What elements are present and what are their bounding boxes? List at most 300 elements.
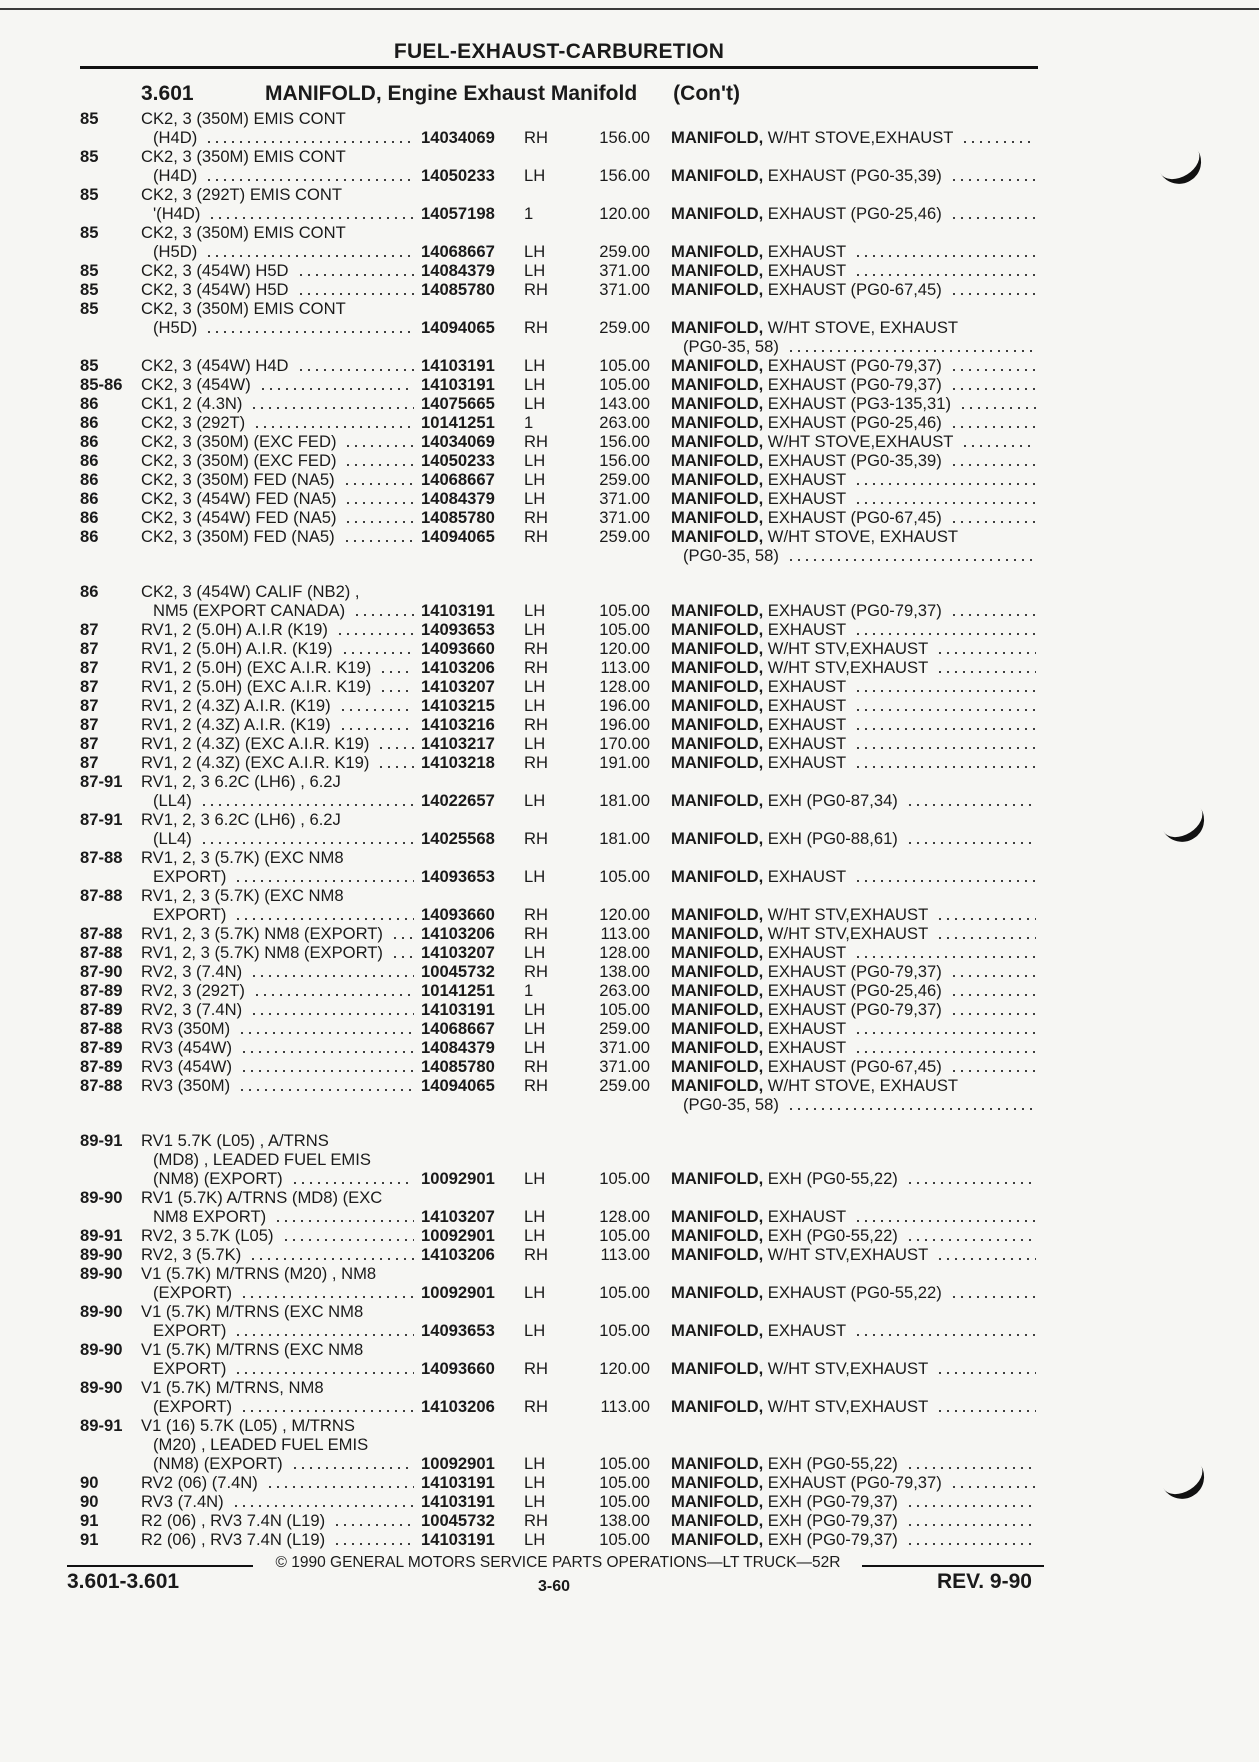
dot-leader: [854, 274, 1036, 276]
model-year: 85: [80, 109, 99, 128]
application: EXPORT): [153, 905, 227, 924]
part-number: 10092901: [421, 1226, 495, 1245]
description-detail: EXHAUST: [763, 715, 847, 734]
description-detail: EXHAUST: [763, 734, 847, 753]
dot-leader: [906, 1543, 1036, 1545]
description-noun: MANIFOLD,: [671, 1473, 764, 1492]
part-description: [671, 658, 928, 677]
description-noun: MANIFOLD,: [671, 1000, 764, 1019]
part-description: [671, 489, 846, 508]
quantity: RH: [524, 715, 548, 734]
application: (H5D): [153, 318, 198, 337]
part-number: 14103191: [421, 601, 495, 620]
quantity: RH: [524, 1076, 548, 1095]
dot-leader: [344, 464, 414, 466]
description-noun: MANIFOLD,: [671, 829, 764, 848]
description-detail: W/HT STV,EXHAUST: [763, 658, 929, 677]
dot-leader: [854, 483, 1036, 485]
price: 105.00: [599, 356, 650, 375]
parts-row: [0, 1283, 1259, 1302]
description-detail: EXHAUST (PG0-35,39): [763, 451, 942, 470]
price: 105.00: [599, 1454, 650, 1473]
description-noun: MANIFOLD,: [671, 470, 764, 489]
quantity: LH: [524, 1169, 546, 1188]
application: CK2, 3 (350M) FED (NA5): [141, 527, 335, 546]
price: 181.00: [599, 791, 650, 810]
description-noun: MANIFOLD,: [671, 356, 764, 375]
model-year: 85: [80, 261, 99, 280]
part-description: [671, 791, 898, 810]
parts-row: [0, 1095, 1259, 1114]
description-detail: W/HT STOVE, EXHAUST: [763, 1076, 959, 1095]
quantity: 1: [524, 413, 534, 432]
part-number: 14050233: [421, 451, 495, 470]
application: RV1, 2, 3 (5.7K) NM8 (EXPORT): [141, 943, 383, 962]
dot-leader: [200, 842, 414, 844]
quantity: RH: [524, 128, 548, 147]
quantity: LH: [524, 1321, 546, 1340]
description-noun: MANIFOLD,: [671, 1057, 764, 1076]
description-detail: W/HT STV,EXHAUST: [763, 1397, 929, 1416]
part-description: [671, 1473, 942, 1492]
part-number: 10045732: [421, 1511, 495, 1530]
parts-row: [0, 601, 1259, 620]
part-number: 14068667: [421, 1019, 495, 1038]
description-noun: MANIFOLD,: [671, 962, 764, 981]
model-year: 85-86: [80, 375, 123, 394]
application: (M20) , LEADED FUEL EMIS: [153, 1435, 369, 1454]
parts-row: [0, 337, 1259, 356]
parts-row: [0, 1076, 1259, 1095]
dot-leader: [250, 975, 414, 977]
quantity: LH: [524, 166, 546, 185]
model-year: 87: [80, 677, 99, 696]
dot-leader: [787, 1108, 1036, 1110]
dot-leader: [234, 1334, 414, 1336]
description-detail: W/HT STV,EXHAUST: [763, 924, 929, 943]
part-number: 14093653: [421, 1321, 495, 1340]
description-noun: MANIFOLD,: [671, 204, 764, 223]
description-noun: MANIFOLD,: [671, 432, 764, 451]
description-noun: MANIFOLD,: [671, 508, 764, 527]
part-description: [683, 546, 779, 565]
description-noun: MANIFOLD,: [671, 166, 764, 185]
dot-leader: [232, 1505, 414, 1507]
price: 371.00: [599, 1038, 650, 1057]
parts-row: [0, 753, 1259, 772]
model-year: 90: [80, 1473, 99, 1492]
quantity: LH: [524, 1473, 546, 1492]
parts-row: [0, 451, 1259, 470]
part-number: 14094065: [421, 1076, 495, 1095]
price: 191.00: [599, 753, 650, 772]
model-year: 87: [80, 658, 99, 677]
description-noun: MANIFOLD,: [671, 489, 764, 508]
application: (MD8) , LEADED FUEL EMIS: [153, 1150, 371, 1169]
parts-row: [0, 299, 1259, 318]
part-number: 14084379: [421, 261, 495, 280]
dot-leader: [249, 1258, 414, 1260]
parts-row: [0, 981, 1259, 1000]
description-noun: MANIFOLD,: [671, 791, 764, 810]
description-detail: W/HT STOVE,EXHAUST: [763, 128, 954, 147]
quantity: LH: [524, 1226, 546, 1245]
description-noun: MANIFOLD,: [671, 905, 764, 924]
dot-leader: [906, 1505, 1036, 1507]
application: NM5 (EXPORT CANADA): [153, 601, 346, 620]
description-noun: MANIFOLD,: [671, 1038, 764, 1057]
description-noun: MANIFOLD,: [671, 1492, 764, 1511]
parts-row: [0, 1340, 1259, 1359]
description-detail: EXH (PG0-79,37): [763, 1530, 898, 1549]
part-description: [671, 394, 951, 413]
application: RV1, 2, 3 (5.7K) (EXC NM8: [141, 848, 344, 867]
dot-leader: [297, 369, 414, 371]
application: RV2, 3 (7.4N): [141, 1000, 243, 1019]
price: 105.00: [599, 375, 650, 394]
description-noun: MANIFOLD,: [671, 715, 764, 734]
dot-leader: [950, 369, 1036, 371]
description-detail: W/HT STOVE, EXHAUST: [763, 527, 959, 546]
part-number: 10092901: [421, 1283, 495, 1302]
description-detail: EXHAUST (PG0-35,39): [763, 166, 942, 185]
parts-row: [0, 772, 1259, 791]
price: 371.00: [599, 489, 650, 508]
parts-row: [0, 582, 1259, 601]
parts-row: [0, 1454, 1259, 1473]
application: V1 (16) 5.7K (L05) , M/TRNS: [141, 1416, 355, 1435]
model-year: 86: [80, 470, 99, 489]
parts-row: [0, 639, 1259, 658]
quantity: LH: [524, 1000, 546, 1019]
dot-leader: [854, 766, 1036, 768]
application: RV1, 2 (4.3Z) A.I.R. (K19): [141, 715, 331, 734]
part-number: 14094065: [421, 527, 495, 546]
model-year: 87-88: [80, 886, 123, 905]
part-number: 14103207: [421, 1207, 495, 1226]
price: 196.00: [599, 696, 650, 715]
dot-leader: [936, 1372, 1036, 1374]
dot-leader: [854, 728, 1036, 730]
model-year: 89-90: [80, 1245, 123, 1264]
quantity: RH: [524, 639, 548, 658]
parts-row: [0, 658, 1259, 677]
description-detail: EXHAUST: [763, 470, 847, 489]
part-description: [671, 1397, 928, 1416]
part-number: 14103217: [421, 734, 495, 753]
parts-row: [0, 886, 1259, 905]
description-detail: W/HT STV,EXHAUST: [763, 1359, 929, 1378]
parts-row: [0, 962, 1259, 981]
price: 143.00: [599, 394, 650, 413]
description-noun: MANIFOLD,: [671, 734, 764, 753]
parts-row: [0, 620, 1259, 639]
description-detail: EXHAUST (PG0-67,45): [763, 508, 942, 527]
part-description: [671, 601, 942, 620]
quantity: LH: [524, 1492, 546, 1511]
page-header: FUEL-EXHAUST-CARBURETION: [393, 40, 725, 63]
description-detail: EXH (PG0-79,37): [763, 1492, 898, 1511]
description-noun: MANIFOLD,: [671, 620, 764, 639]
part-number: 14085780: [421, 508, 495, 527]
application: RV1, 2 (4.3Z) A.I.R. (K19): [141, 696, 331, 715]
description-detail: EXH (PG0-79,37): [763, 1511, 898, 1530]
model-year: 87-88: [80, 848, 123, 867]
description-noun: MANIFOLD,: [671, 943, 764, 962]
parts-list: [0, 109, 1259, 1549]
parts-row: [0, 1511, 1259, 1530]
parts-row: [0, 1321, 1259, 1340]
parts-row: [0, 261, 1259, 280]
description-detail: EXHAUST (PG0-25,46): [763, 981, 942, 1000]
description-noun: MANIFOLD,: [671, 924, 764, 943]
dot-leader: [961, 141, 1036, 143]
parts-row: [0, 1359, 1259, 1378]
description-noun: MANIFOLD,: [671, 394, 764, 413]
description-detail: EXHAUST: [763, 261, 847, 280]
application: (EXPORT): [153, 1283, 232, 1302]
part-description: [671, 432, 953, 451]
dot-leader: [205, 141, 414, 143]
description-detail: EXH (PG0-55,22): [763, 1454, 898, 1473]
part-number: 14103191: [421, 356, 495, 375]
dot-leader: [253, 426, 414, 428]
dot-leader: [854, 1334, 1036, 1336]
price: 105.00: [599, 1530, 650, 1549]
part-number: 10092901: [421, 1454, 495, 1473]
parts-row: [0, 432, 1259, 451]
parts-row: [0, 318, 1259, 337]
description-detail: EXHAUST (PG0-67,45): [763, 1057, 942, 1076]
description-detail: (PG0-35, 58): [683, 546, 779, 565]
application: RV2, 3 (7.4N): [141, 962, 243, 981]
application: V1 (5.7K) M/TRNS, NM8: [141, 1378, 324, 1397]
application: CK2, 3 (350M) (EXC FED): [141, 432, 337, 451]
dot-leader: [854, 880, 1036, 882]
dot-leader: [854, 1032, 1036, 1034]
part-number: 14094065: [421, 318, 495, 337]
footer-page-number: 3-60: [538, 1578, 571, 1595]
price: 259.00: [599, 318, 650, 337]
dot-leader: [391, 956, 414, 958]
price: 259.00: [599, 470, 650, 489]
dot-leader: [854, 690, 1036, 692]
parts-row: [0, 1169, 1259, 1188]
parts-row: [0, 1207, 1259, 1226]
quantity: RH: [524, 829, 548, 848]
description-noun: MANIFOLD,: [671, 451, 764, 470]
dot-leader: [950, 179, 1036, 181]
application: RV1, 2, 3 6.2C (LH6) , 6.2J: [141, 810, 341, 829]
part-description: [671, 261, 846, 280]
dot-leader: [341, 652, 414, 654]
part-number: 14084379: [421, 489, 495, 508]
model-year: 85: [80, 356, 99, 375]
part-number: 14103207: [421, 943, 495, 962]
application: CK2, 3 (454W) CALIF (NB2) ,: [141, 582, 360, 601]
application: RV3 (350M): [141, 1019, 231, 1038]
model-year: 87-88: [80, 1019, 123, 1038]
part-description: [671, 867, 846, 886]
quantity: RH: [524, 924, 548, 943]
model-year: 85: [80, 147, 99, 166]
parts-row: [0, 1473, 1259, 1492]
parts-row: [0, 1492, 1259, 1511]
part-number: 14025568: [421, 829, 495, 848]
application: RV2, 3 (292T): [141, 981, 245, 1000]
description-noun: MANIFOLD,: [671, 867, 764, 886]
dot-leader: [961, 445, 1036, 447]
dot-leader: [336, 633, 414, 635]
dot-leader: [936, 937, 1036, 939]
dot-leader: [250, 407, 414, 409]
description-detail: EXHAUST (PG0-25,46): [763, 204, 942, 223]
dot-leader: [259, 388, 414, 390]
price: 138.00: [599, 1511, 650, 1530]
application: CK2, 3 (454W): [141, 375, 251, 394]
parts-row: [0, 1435, 1259, 1454]
dot-leader: [297, 293, 414, 295]
quantity: RH: [524, 432, 548, 451]
description-detail: EXHAUST (PG0-79,37): [763, 1000, 942, 1019]
price: 105.00: [599, 1226, 650, 1245]
model-year: 89-91: [80, 1416, 123, 1435]
part-description: [671, 413, 942, 432]
description-detail: W/HT STV,EXHAUST: [763, 639, 929, 658]
price: 120.00: [599, 905, 650, 924]
dot-leader: [950, 1296, 1036, 1298]
price: 105.00: [599, 867, 650, 886]
parts-row: [0, 280, 1259, 299]
description-noun: MANIFOLD,: [671, 527, 764, 546]
part-description: [671, 527, 958, 546]
quantity: LH: [524, 489, 546, 508]
dot-leader: [240, 1051, 414, 1053]
application: EXPORT): [153, 867, 227, 886]
part-description: [671, 1076, 958, 1095]
description-noun: MANIFOLD,: [671, 1169, 764, 1188]
part-number: 10141251: [421, 981, 495, 1000]
model-year: 86: [80, 394, 99, 413]
application: '(H4D): [153, 204, 201, 223]
price: 196.00: [599, 715, 650, 734]
footer-copyright: © 1990 GENERAL MOTORS SERVICE PARTS OPERATIONS—LT TRUCK—52R: [275, 1554, 841, 1571]
parts-row: [0, 1264, 1259, 1283]
price: 105.00: [599, 1473, 650, 1492]
parts-row: [0, 204, 1259, 223]
quantity: RH: [524, 508, 548, 527]
part-description: [671, 943, 846, 962]
quantity: LH: [524, 867, 546, 886]
model-year: 89-91: [80, 1226, 123, 1245]
quantity: RH: [524, 1511, 548, 1530]
application: (NM8) (EXPORT): [153, 1454, 283, 1473]
description-detail: EXHAUST: [763, 489, 847, 508]
part-description: [671, 356, 942, 375]
dot-leader: [906, 1182, 1036, 1184]
price: 156.00: [599, 432, 650, 451]
part-description: [671, 753, 846, 772]
parts-row: [0, 1038, 1259, 1057]
price: 371.00: [599, 1057, 650, 1076]
part-description: [671, 734, 846, 753]
description-detail: EXHAUST: [763, 753, 847, 772]
dot-leader: [936, 1258, 1036, 1260]
part-number: 14093660: [421, 905, 495, 924]
parts-row: [0, 1131, 1259, 1150]
price: 181.00: [599, 829, 650, 848]
quantity: RH: [524, 318, 548, 337]
application: RV1, 2 (5.0H) (EXC A.I.R. K19): [141, 658, 372, 677]
part-number: 14093660: [421, 639, 495, 658]
part-description: [671, 1492, 898, 1511]
application: CK2, 3 (454W) FED (NA5): [141, 489, 337, 508]
quantity: LH: [524, 1207, 546, 1226]
parts-row: [0, 1530, 1259, 1549]
dot-leader: [950, 464, 1036, 466]
dot-leader: [936, 1410, 1036, 1412]
quantity: RH: [524, 962, 548, 981]
price: 128.00: [599, 943, 650, 962]
parts-row: [0, 527, 1259, 546]
dot-leader: [936, 918, 1036, 920]
application: RV1, 2 (5.0H) (EXC A.I.R. K19): [141, 677, 372, 696]
model-year: 87-89: [80, 1000, 123, 1019]
dot-leader: [959, 407, 1036, 409]
application: CK2, 3 (350M) EMIS CONT: [141, 223, 346, 242]
parts-row: [0, 185, 1259, 204]
dot-leader: [787, 350, 1036, 352]
price: 105.00: [599, 1492, 650, 1511]
application: CK2, 3 (454W) H5D: [141, 280, 289, 299]
price: 259.00: [599, 1076, 650, 1095]
description-detail: EXHAUST (PG0-67,45): [763, 280, 942, 299]
dot-leader: [208, 217, 414, 219]
model-year: 87-89: [80, 1057, 123, 1076]
header-rule: [80, 66, 1038, 69]
model-year: 86: [80, 432, 99, 451]
quantity: LH: [524, 375, 546, 394]
description-noun: MANIFOLD,: [671, 128, 764, 147]
part-description: [671, 924, 928, 943]
description-noun: MANIFOLD,: [671, 658, 764, 677]
description-detail: EXHAUST: [763, 677, 847, 696]
description-noun: MANIFOLD,: [671, 696, 764, 715]
price: 105.00: [599, 620, 650, 639]
description-detail: EXHAUST (PG0-25,46): [763, 413, 942, 432]
dot-leader: [854, 255, 1036, 257]
quantity: RH: [524, 527, 548, 546]
dot-leader: [854, 709, 1036, 711]
parts-row: [0, 147, 1259, 166]
model-year: 89-91: [80, 1131, 123, 1150]
part-description: [671, 1359, 928, 1378]
part-description: [671, 470, 846, 489]
model-year: 91: [80, 1511, 99, 1530]
description-detail: W/HT STV,EXHAUST: [763, 905, 929, 924]
description-detail: EXHAUST: [763, 1321, 847, 1340]
dot-leader: [297, 274, 414, 276]
application: RV1, 2, 3 6.2C (LH6) , 6.2J: [141, 772, 341, 791]
footer-rule-left: [67, 1565, 253, 1567]
parts-row: [0, 791, 1259, 810]
application: CK2, 3 (292T): [141, 413, 246, 432]
dot-leader: [950, 217, 1036, 219]
description-detail: EXHAUST: [763, 620, 847, 639]
part-number: 10045732: [421, 962, 495, 981]
description-noun: MANIFOLD,: [671, 981, 764, 1000]
quantity: LH: [524, 620, 546, 639]
